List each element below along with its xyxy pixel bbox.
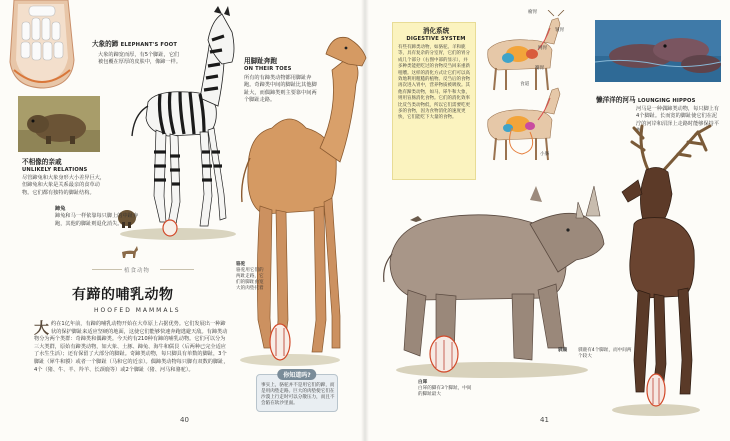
toes-text: 所有的有蹄类动物都用脚趾奔跑。奇蹄类中间的脚趾比其他脚趾大，而偶蹄类则主要靠中间两个脚趾走路。 (244, 75, 317, 104)
relations-title: 不相像的亲戚 (22, 158, 62, 166)
page-title: 有蹄的哺乳动物 (72, 287, 174, 303)
hyrax-caption: 蹄兔 蹄兔和马一样依靠每只脚上的中趾奔跑，其他的脚趾则退化消失。 (55, 206, 139, 227)
toes-heading (244, 57, 344, 73)
hyrax-photo (18, 96, 100, 152)
stomach-label-omasum: 瓣胃 (535, 66, 545, 71)
elephant-foot-title: 大象的蹄 (92, 40, 119, 48)
page-number-left: 40 (180, 416, 189, 424)
camel-foot-callout (236, 262, 266, 292)
relations-heading (22, 158, 112, 174)
digestive-title: 消化系统 (422, 27, 450, 35)
relations-title-en: UNLIKELY RELATIONS (22, 167, 88, 173)
elephant-foot-text: 大象的蹄宽而厚，有5个脚趾，它们被包覆在厚厚的皮肤中，像蹄一样。 (98, 52, 182, 66)
digestive-system-box (392, 22, 476, 180)
digestive-title-en: DIGESTIVE SYSTEM (406, 36, 466, 42)
toes-title-en: ON THEIR TOES (244, 66, 292, 72)
stomach-label-esophagus: 食道 (520, 82, 530, 87)
section-label: 植食动物 (124, 268, 151, 274)
hippo-title-en: LOUNGING HIPPOS (637, 98, 696, 104)
relations-text: 尽管蹄兔和大象身形大小差异巨大，但蹄兔和大象是关系最亲的食草动物。它们都有独特的脚趾结构。 (22, 175, 106, 196)
rhino-callout (418, 380, 476, 398)
hippo-photo (595, 20, 721, 82)
hippo-heading (596, 96, 720, 105)
hyrax-caption-text: 蹄兔和马一样依靠每只脚上的中趾奔跑，其他的脚趾则退化消失。 (55, 213, 139, 227)
did-you-know-title: 你知道吗? (277, 369, 316, 380)
elephant-foot-illustration (4, 0, 78, 92)
did-you-know-text: 事实上，骆驼并不是用它们的蹄，而是用肉垫走路。巨大的肉垫使它们在沙漠上行走时可以分散压力，而且不会陷在软沙里面。 (261, 383, 335, 406)
camel-foot-label: 骆驼 (236, 262, 246, 267)
elk-label: 驯鹿 (558, 348, 568, 353)
stomach-label-intestine: 小肠 (540, 152, 550, 157)
elk-caption: 驯鹿有4个脚趾，而中间两个较大 (578, 348, 632, 359)
hippo-text: 河马是一种偶蹄类动物，每只脚上有4个脚趾。长而宽的脚趾使它们在泥泞的河岸和沼泽上走路时能够保持平衡。 (636, 106, 720, 135)
stomach-label-abomasum: 皱胃 (555, 28, 565, 33)
stomach-label-rumen: 瘤胃 (528, 10, 538, 15)
intro-paragraph (34, 321, 230, 374)
intro-dropcap: 大 (34, 319, 50, 337)
section-rule-left (92, 269, 122, 270)
page-number-right: 41 (540, 416, 549, 424)
hippo-title: 懒洋洋的河马 (596, 96, 636, 104)
elephant-foot-title-en: ELEPHANT'S FOOT (120, 42, 178, 48)
intro-text: 约在1亿年前，有蹄的哺乳动物开始在大草原上占据优势。它们发展出一种蹄状的保护脚趾来适应坚硬的地面，这使它们能够快速奔跑逃避天敌。有蹄类动物分为两个类群：奇蹄类和偶蹄类。今天约有210种有蹄的哺乳动物。它们可以分为三大类群，原始有蹄类动物，如大象、土豚、蹄兔、海牛和儒艮（后两种已完全适应了水生生活）；还有保留了大部分的脚趾。奇蹄类动物，每只脚具有单数的脚趾，3个脚趾（犀牛和貘）或者一个脚趾（马和它的近亲）。偶蹄类动物每只脚有双数的脚趾，4个（猪、牛、羊、羚羊、长颈鹿等）或2个脚趾（猪、河马和骆驼）。 (34, 321, 229, 373)
stomach-label-reticulum: 网胃 (538, 46, 548, 51)
digestive-heading (403, 27, 469, 43)
stomach-diagram (478, 10, 586, 178)
digestive-text: 有些有蹄类动物，如骆驼、羊和鹿等，具有复杂的分室胃，它们的胃分成几个部分（右图中部的显示），并多种类能把吃过的食物反刍回来重新咀嚼。这样的消化方式让它们可以高效地利用粗糙的植物。反刍后的食物再次进入胃中，营养物质被吸收。其他有蹄类动物，如马、犀牛和大象，则用盲肠消化食物。它们的消化效率比反刍类动物低，所以它们需要吃更多的食物，因为食物消化的速度更快，它们能吃下大量的食物。 (398, 45, 470, 121)
page-title-en: HOOFED MAMMALS (94, 307, 181, 314)
rhino-caption: 白犀的脚有3个脚趾，中间的脚趾最大 (418, 386, 472, 397)
elk-illustration (598, 120, 728, 420)
toes-title: 用脚趾奔跑 (244, 57, 277, 65)
section-rule-right (160, 269, 194, 270)
camel-foot-caption: 骆驼用它们的两趾走路，它们的脚趾由宽大的肉垫托着 (236, 268, 264, 291)
gazelle-icon (118, 244, 142, 262)
did-you-know-box (256, 374, 338, 412)
rhino-label: 白犀 (418, 380, 428, 385)
